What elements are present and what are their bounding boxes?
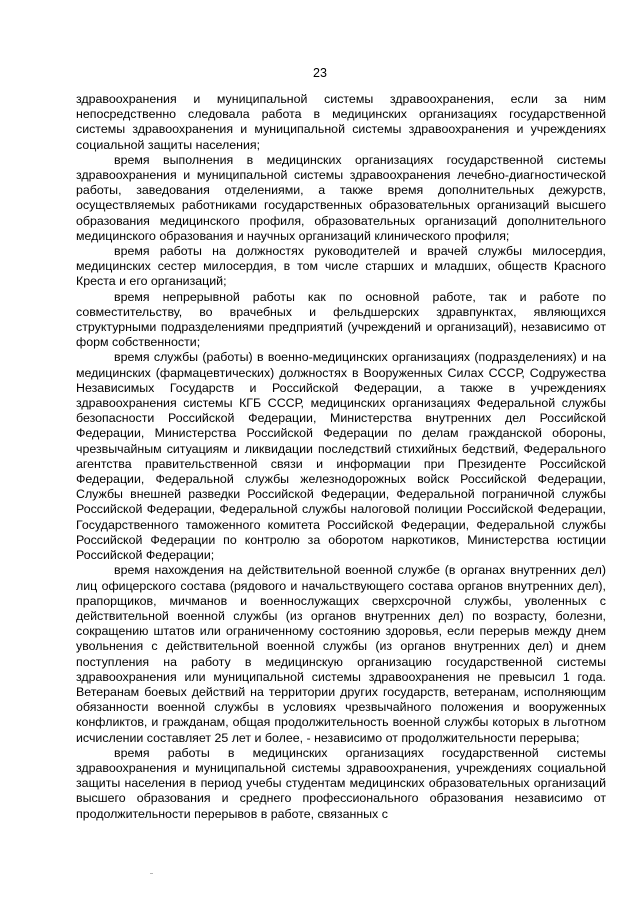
scan-mark: [150, 873, 153, 874]
paragraph-treatment-work-time: время выполнения в медицинских организациях государственной системы здравоохранения и муниципальной системы здравоохранения лечебно-диагностической работы, заведования отделениями, а также время дополнительных дежурств, осуществляемых работниками государственных образовательных организаций высшего образования медицинского профиля, образовательных организаций дополнительного медицинского образования и научных организаций клинического профиля;: [76, 152, 606, 243]
paragraph-military-medical-service: время службы (работы) в военно-медицинских организациях (подразделениях) и на медицинских (фармацевтических) должностях в Вооруженных Силах СССР, Содружества Независимых Государств и Российской Федерации, а также в учреждениях здравоохранения системы КГБ СССР, медицинских организациях Федеральной службы безопасности Российской Федерации, Министерства внутренних дел Российской Федерации, Министерства Российской Федерации по делам гражданской обороны, чрезвычайным ситуациям и ликвидации последствий стихийных бедствий, Федерального агентства правительственной связи и информации при Президенте Российской Федерации, Федеральной службы железнодорожных войск Российской Федерации, Службы внешней разведки Российской Федерации, Федеральной пограничной службы Российской Федерации, Федеральной службы налоговой полиции Российской Федерации, Государственного таможенного комитета Российской Федерации, Федеральной службы Российской Федерации по контролю за оборотом наркотиков, Министерства юстиции Российской Федерации;: [76, 350, 606, 563]
paragraph-student-work: время работы в медицинских организациях государственной системы здравоохранения и муниципальной системы здравоохранения, учреждениях социальной защиты населения в период учебы студентам медицинских образовательных организаций высшего образования и среднего профессионального образования независимо от продолжительности перерывов в работе, связанных с: [76, 745, 606, 821]
paragraph-health-posts: время непрерывной работы как по основной работе, так и работе по совместительству, во врачебных и фельдшерских здравпунктах, являющихся структурными подразделениями предприятий (учреждений и организаций), независимо от форм собственности;: [76, 289, 606, 350]
document-body: [76, 92, 606, 822]
paragraph-continuation: здравоохранения и муниципальной системы здравоохранения, если за ним непосредственно следовала работа в медицинских организациях государственной системы здравоохранения и муниципальной системы здравоохранения и учреждениях социальной защиты населения;: [76, 92, 606, 152]
paragraph-active-military-service: время нахождения на действительной военной службе (в органах внутренних дел) лиц офицерского состава (рядового и начальствующего состава органов внутренних дел), прапорщиков, мичманов и военнослужащих сверхсрочной службы, уволенных с действительной военной службы (из органов внутренних дел) по возрасту, болезни, сокращению штатов или ограниченному состоянию здоровья, если перерыв между днем увольнения с действительной военной службы (из органов внутренних дел) и днем поступления на работу в медицинскую организацию государственной системы здравоохранения или муниципальной системы здравоохранения не превысил 1 года. Ветеранам боевых действий на территории других государств, ветеранам, исполняющим обязанности военной службы в условиях чрезвычайного положения и вооруженных конфликтов, и гражданам, общая продолжительность военной службы которых в льготном исчислении составляет 25 лет и более, - независимо от продолжительности перерыва;: [76, 563, 606, 745]
paragraph-mercy-service: время работы на должностях руководителей и врачей службы милосердия, медицинских сестер милосердия, в том числе старших и младших, обществ Красного Креста и его организаций;: [76, 244, 606, 289]
page-number: 23: [313, 66, 327, 80]
